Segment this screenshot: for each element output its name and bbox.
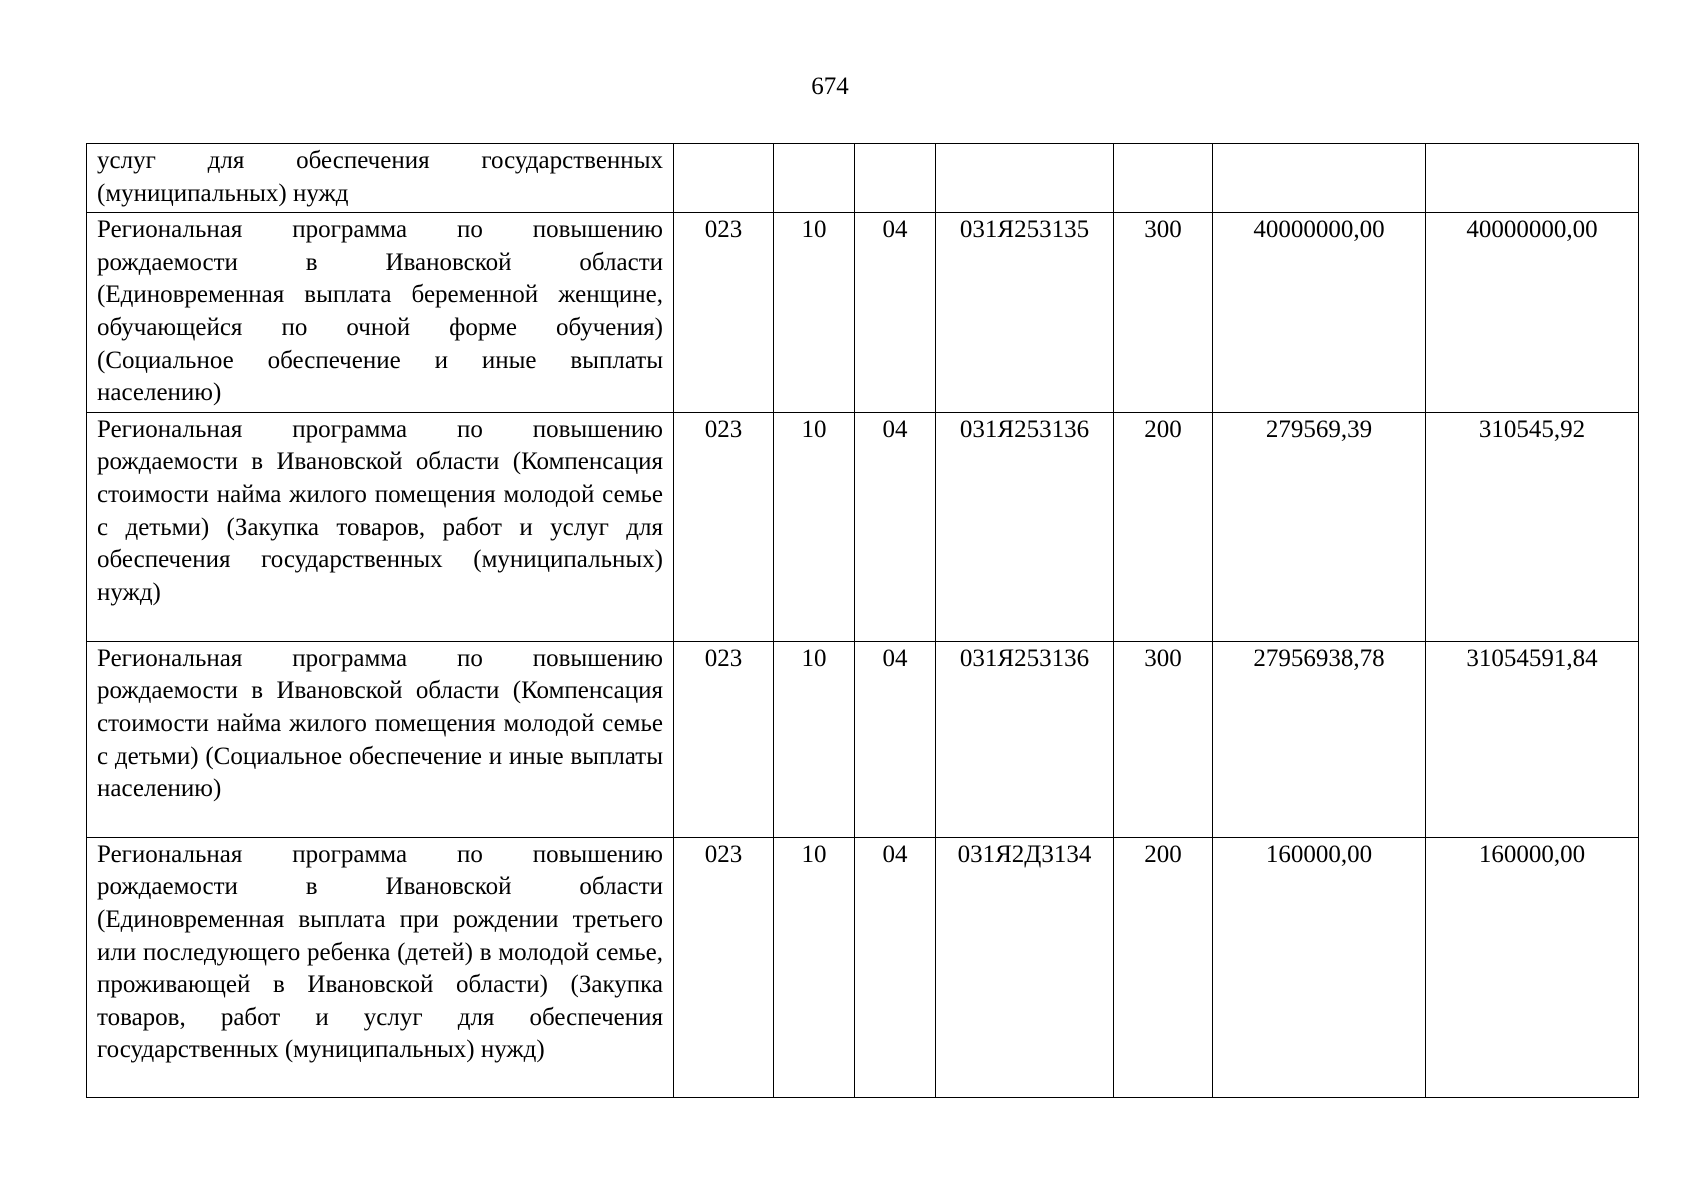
table-row [87,144,1639,213]
amount-year1: 160000,00 [1213,837,1426,1097]
subsection-code: 04 [855,412,936,641]
amount-year2: 310545,92 [1426,412,1639,641]
table-row [87,837,1639,1097]
row-description: Региональная программа по повышению рождаемости в Ивановской области (Компенсация стоимости найма жилого помещения молодой семье с детьми) (Социальное обеспечение и иные выплаты населению) [87,641,674,837]
amount-year2: 40000000,00 [1426,213,1639,413]
page-number: 674 [811,73,849,100]
expense-type-code [1114,144,1213,213]
section-code: 10 [774,412,855,641]
target-article-code: 031Я2Д3134 [936,837,1114,1097]
amount-year2: 31054591,84 [1426,641,1639,837]
row-description: Региональная программа по повышению рождаемости в Ивановской области (Единовременная выплата беременной женщине, обучающейся по очной форме обучения) (Социальное обеспечение и иные выплаты населению) [87,213,674,413]
row-description: Региональная программа по повышению рождаемости в Ивановской области (Компенсация стоимости найма жилого помещения молодой семье с детьми) (Закупка товаров, работ и услуг для обеспечения государственных (муниципальных) нужд) [87,412,674,641]
amount-year1: 40000000,00 [1213,213,1426,413]
budget-table [86,143,1639,1098]
ministry-code: 023 [674,837,774,1097]
section-code [774,144,855,213]
target-article-code: 031Я253136 [936,641,1114,837]
expense-type-code: 200 [1114,837,1213,1097]
table-row [87,412,1639,641]
expense-type-code: 200 [1114,412,1213,641]
target-article-code: 031Я253135 [936,213,1114,413]
section-code: 10 [774,641,855,837]
ministry-code: 023 [674,641,774,837]
ministry-code: 023 [674,412,774,641]
subsection-code [855,144,936,213]
table-row [87,213,1639,413]
section-code: 10 [774,837,855,1097]
target-article-code: 031Я253136 [936,412,1114,641]
expense-type-code: 300 [1114,641,1213,837]
amount-year2 [1426,144,1639,213]
expense-type-code: 300 [1114,213,1213,413]
subsection-code: 04 [855,641,936,837]
subsection-code: 04 [855,837,936,1097]
subsection-code: 04 [855,213,936,413]
amount-year1 [1213,144,1426,213]
table-row [87,641,1639,837]
row-description: услуг для обеспечения государственных (муниципальных) нужд [87,144,674,213]
section-code: 10 [774,213,855,413]
ministry-code [674,144,774,213]
target-article-code [936,144,1114,213]
ministry-code: 023 [674,213,774,413]
amount-year1: 27956938,78 [1213,641,1426,837]
amount-year1: 279569,39 [1213,412,1426,641]
row-description: Региональная программа по повышению рождаемости в Ивановской области (Единовременная выплата при рождении третьего или последующего ребенка (детей) в молодой семье, проживающей в Ивановской области) (Закупка товаров, работ и услуг для обеспечения государственных (муниципальных) нужд) [87,837,674,1097]
amount-year2: 160000,00 [1426,837,1639,1097]
